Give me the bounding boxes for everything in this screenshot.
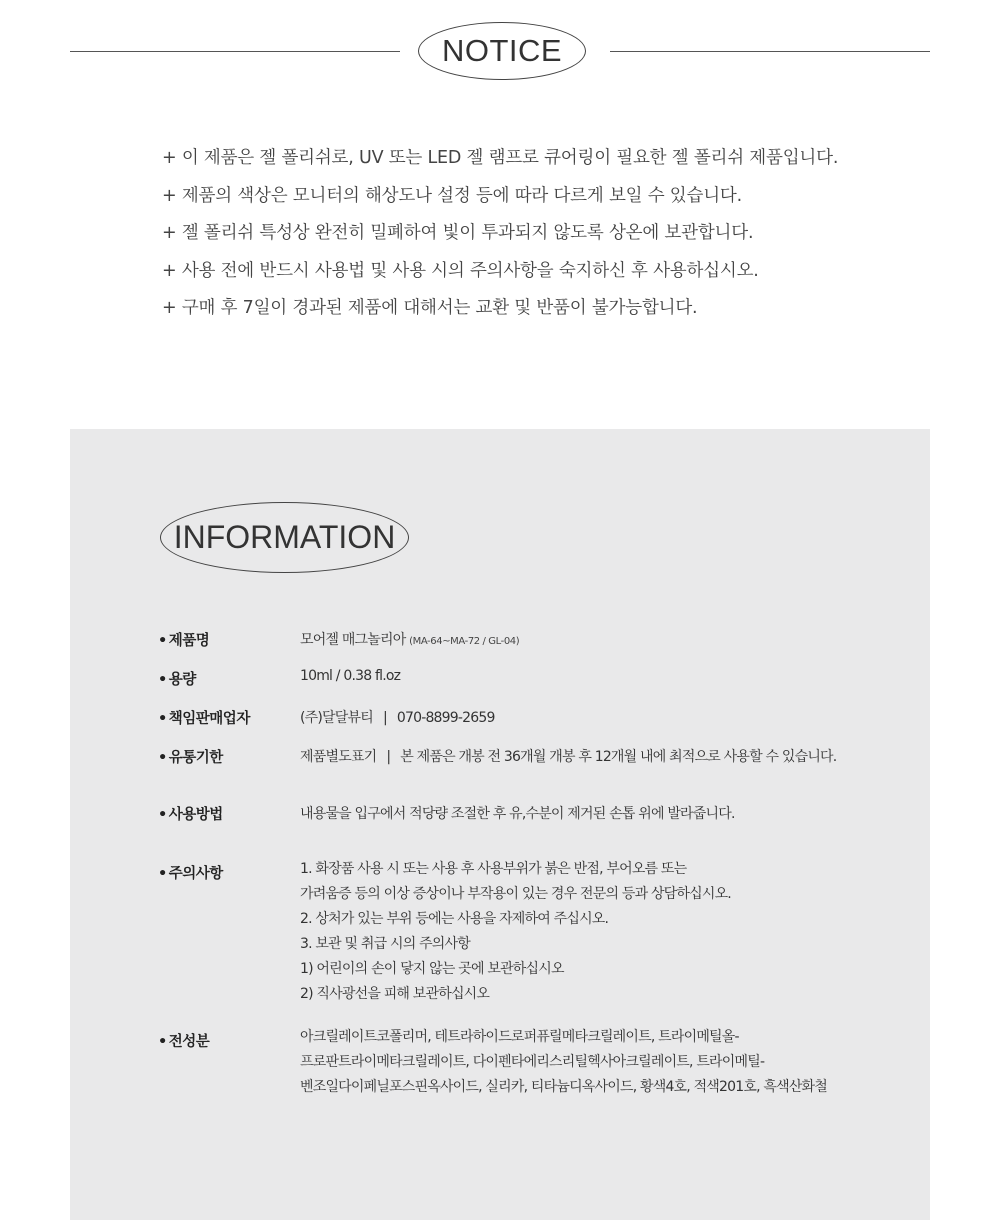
caution-line: 가려움증 등의 이상 증상이나 부작용이 있는 경우 전문의 등과 상담하십시오.	[300, 886, 731, 902]
ingredient-lines	[300, 1025, 827, 1100]
label-text: 주의사항	[168, 866, 223, 882]
label-text: 유통기한	[168, 750, 223, 766]
row-label	[158, 862, 223, 883]
information-panel	[70, 429, 930, 1220]
information-title: INFORMATION	[160, 502, 409, 573]
notice-item: + 사용 전에 반드시 사용법 및 사용 시의 주의사항을 숙지하신 후 사용하십시오.	[162, 260, 759, 281]
bullet: •	[158, 750, 167, 766]
row-label	[158, 803, 223, 824]
label-text: 전성분	[168, 1034, 210, 1050]
label-text: 책임판매업자	[168, 711, 250, 727]
caution-lines	[300, 857, 731, 1007]
bullet: •	[158, 1034, 167, 1050]
usage-value: 내용물을 입구에서 적당량 조절한 후 유,수분이 제거된 손톱 위에 발라줍니다.	[300, 806, 735, 822]
notice-item: + 젤 폴리쉬 특성상 완전히 밀폐하여 빛이 투과되지 않도록 상온에 보관합니다.	[162, 223, 754, 243]
notice-header	[0, 0, 1000, 100]
row-value	[300, 707, 495, 727]
row-label	[158, 707, 250, 728]
ingredient-line: 벤조일다이페닐포스핀옥사이드, 실리카, 티타늄디옥사이드, 황색4호, 적색201호, 흑색산화철	[300, 1079, 827, 1095]
bullet: •	[158, 633, 167, 649]
bullet: •	[158, 672, 167, 688]
expiry-detail: 본 제품은 개봉 전 36개월 개봉 후 12개월 내에 최적으로 사용할 수 있습니다.	[400, 749, 837, 765]
separator: |	[382, 710, 387, 726]
notice-item: + 이 제품은 젤 폴리쉬로, UV 또는 LED 젤 램프로 큐어링이 필요한 젤 폴리쉬 제품입니다.	[162, 148, 839, 168]
seller-company: (주)달달뷰티	[300, 710, 373, 726]
seller-phone: 070-8899-2659	[396, 710, 495, 726]
row-label	[158, 1030, 209, 1051]
row-label	[158, 746, 223, 767]
row-label	[158, 629, 209, 650]
ingredient-line: 아크릴레이트코폴리머, 테트라하이드로퍼퓨릴메타크릴레이트, 트라이메틸올-	[300, 1029, 739, 1045]
row-value	[300, 746, 836, 766]
label-text: 사용방법	[168, 807, 223, 823]
ingredient-line: 프로판트라이메타크릴레이트, 다이펜타에리스리틸헥사아크릴레이트, 트라이메틸-	[300, 1054, 765, 1070]
expiry-note: 제품별도표기	[300, 749, 377, 765]
product-code: (MA-64~MA-72 / GL-04)	[409, 636, 520, 647]
label-text: 용량	[168, 672, 196, 688]
notice-title: NOTICE	[418, 22, 586, 80]
volume-value: 10ml / 0.38 fl.oz	[300, 668, 401, 684]
product-name: 모어젤 매그놀리아	[300, 632, 406, 648]
notice-item: + 구매 후 7일이 경과된 제품에 대해서는 교환 및 반품이 불가능합니다.	[162, 298, 698, 318]
caution-line: 1. 화장품 사용 시 또는 사용 후 사용부위가 붉은 반점, 부어오름 또는	[300, 861, 687, 877]
bullet: •	[158, 866, 167, 882]
notice-item: + 제품의 색상은 모니터의 해상도나 설정 등에 따라 다르게 보일 수 있습니다.	[162, 185, 742, 206]
row-value	[300, 629, 519, 649]
caution-line: 1) 어린이의 손이 닿지 않는 곳에 보관하십시오	[300, 961, 564, 977]
divider-right	[610, 51, 930, 52]
bullet: •	[158, 807, 167, 823]
caution-line: 3. 보관 및 취급 시의 주의사항	[300, 936, 470, 952]
bullet: •	[158, 711, 167, 727]
caution-line: 2. 상처가 있는 부위 등에는 사용을 자제하여 주십시오.	[300, 911, 609, 927]
label-text: 제품명	[168, 633, 210, 649]
caution-line: 2) 직사광선을 피해 보관하십시오	[300, 986, 490, 1002]
notice-list	[162, 140, 838, 328]
row-label	[158, 668, 196, 689]
separator: |	[386, 749, 391, 765]
divider-left	[70, 51, 400, 52]
